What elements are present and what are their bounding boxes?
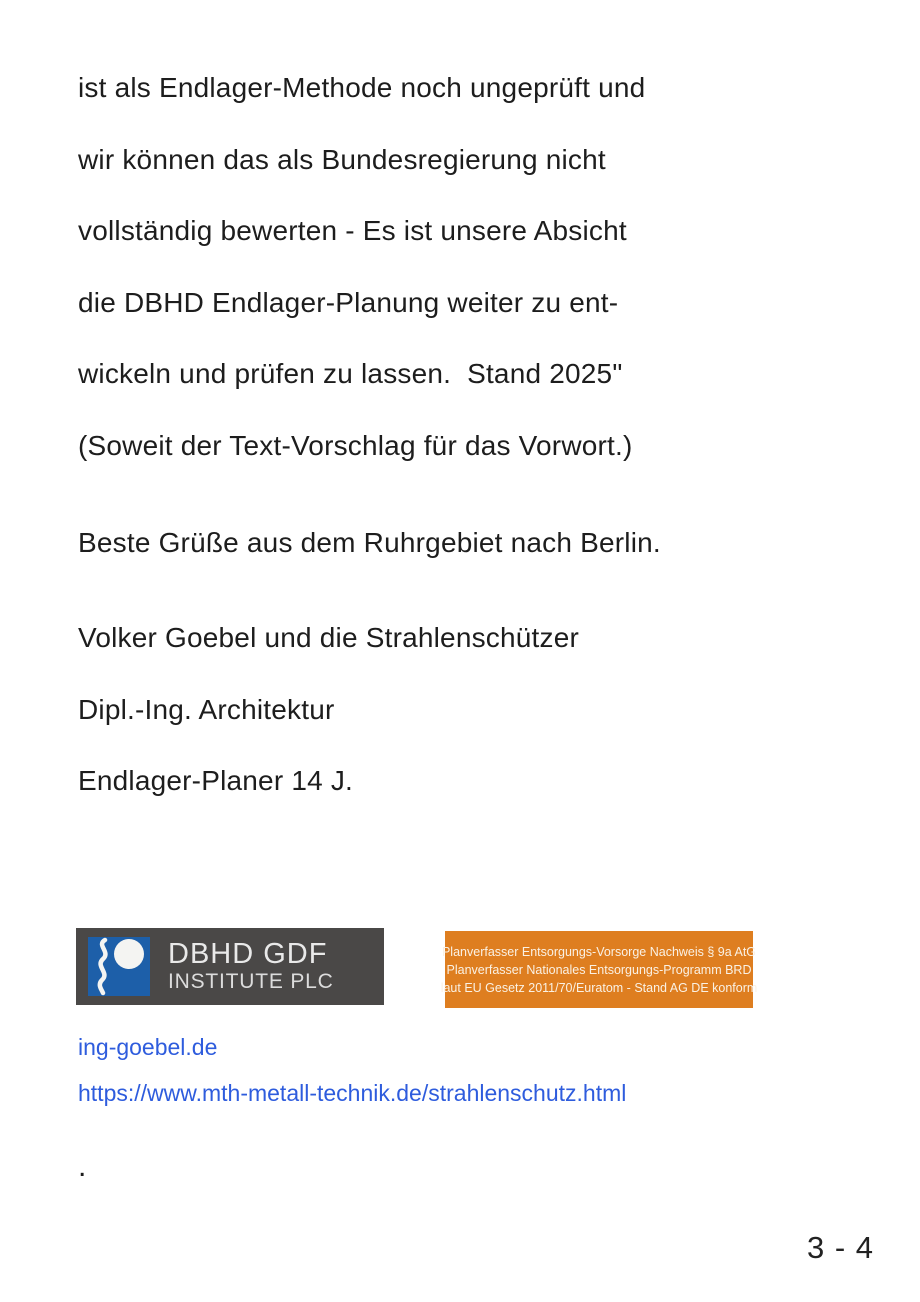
badge-line: Planverfasser Nationales Entsorgungs-Programm BRD	[446, 962, 752, 977]
paragraph-line: ist als Endlager-Methode noch ungeprüft und	[78, 72, 646, 103]
badge-line: Planverfasser Entsorgungs-Vorsorge Nachweis § 9a AtG	[441, 944, 757, 959]
logo-subtitle: INSTITUTE PLC	[168, 970, 334, 993]
dbhd-gdf-logo	[76, 928, 384, 1005]
page-number: 3 - 4	[806, 1230, 874, 1265]
paragraph-line: (Soweit der Text-Vorschlag für das Vorwort.)	[78, 430, 633, 461]
link-ing-goebel[interactable]: ing-goebel.de	[78, 1034, 218, 1060]
signature-role: Endlager-Planer 14 J.	[78, 765, 354, 796]
paragraph-line: die DBHD Endlager-Planung weiter zu ent-	[78, 287, 619, 318]
greeting-line: Beste Grüße aus dem Ruhrgebiet nach Berlin.	[78, 527, 661, 558]
badge-line: laut EU Gesetz 2011/70/Euratom - Stand AG DE konform	[440, 980, 758, 995]
signature-name: Volker Goebel und die Strahlenschützer	[78, 622, 580, 653]
paragraph-line: wir können das als Bundesregierung nicht	[78, 144, 606, 175]
logo-title: DBHD GDF	[168, 938, 328, 970]
certification-badge	[440, 931, 758, 1008]
paragraph-line: vollständig bewerten - Es ist unsere Absicht	[78, 215, 627, 246]
wavy-line-circle-icon	[88, 937, 150, 996]
link-mth-metall-technik[interactable]: https://www.mth-metall-technik.de/strahlenschutz.html	[78, 1080, 627, 1106]
paragraph-line: wickeln und prüfen zu lassen. Stand 2025"	[78, 358, 623, 389]
trailing-dot: .	[78, 1150, 87, 1183]
logo-text	[168, 939, 334, 994]
signature-title: Dipl.-Ing. Architektur	[78, 694, 335, 725]
